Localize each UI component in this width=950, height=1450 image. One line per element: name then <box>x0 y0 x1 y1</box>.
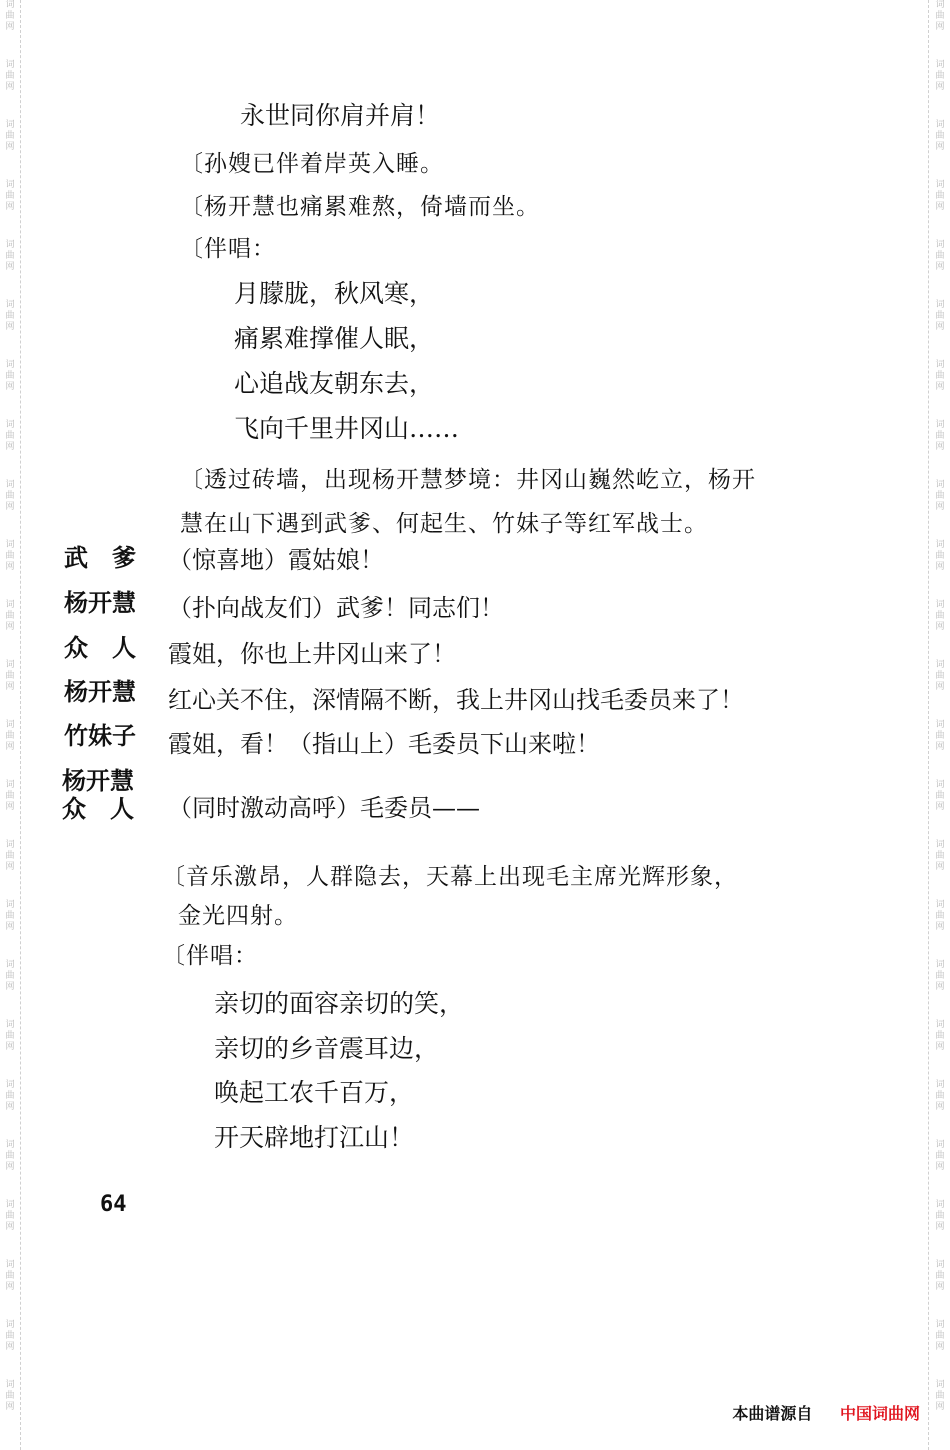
watermark-glyph-group: 词 曲 网 <box>5 1380 15 1412</box>
watermark-glyph-group: 词 曲 网 <box>5 720 15 752</box>
dialogue-line: （扑向战友们）武爹！同志们！ <box>168 594 504 622</box>
watermark-glyph-group: 词 曲 网 <box>935 420 945 452</box>
watermark-glyph-group: 词 曲 网 <box>935 840 945 872</box>
watermark-glyph-group: 词 曲 网 <box>935 1080 945 1112</box>
speaker-name: 武 爹 <box>64 544 136 572</box>
watermark-glyph-group: 词 曲 网 <box>5 540 15 572</box>
stage-direction: 〔孙嫂已伴着岸英入睡。 <box>180 151 444 177</box>
speaker-name: 杨开慧 <box>62 767 134 795</box>
source-label: 本曲谱源自 <box>732 1404 813 1423</box>
watermark-left <box>2 0 18 1440</box>
verse-line: 心追战友朝东去， <box>234 369 435 398</box>
stage-direction: 〔透过砖墙，出现杨开慧梦境：井冈山巍然屹立，杨开 <box>180 467 756 493</box>
page-number: 64 <box>100 1192 127 1217</box>
watermark-glyph-group: 词 曲 网 <box>935 300 945 332</box>
verse-line: 飞向千里井冈山…… <box>234 414 460 443</box>
stage-direction: 〔伴唱： <box>180 236 276 262</box>
watermark-glyph-group: 词 曲 网 <box>935 480 945 512</box>
left-margin-border <box>20 0 21 1450</box>
verse-line: 唤起工农千百万， <box>214 1078 415 1107</box>
watermark-glyph-group: 词 曲 网 <box>5 780 15 812</box>
watermark-glyph-group: 词 曲 网 <box>5 300 15 332</box>
verse-line: 永世同你肩并肩！ <box>240 101 441 130</box>
watermark-glyph-group: 词 曲 网 <box>935 1380 945 1412</box>
watermark-glyph-group: 词 曲 网 <box>5 1320 15 1352</box>
stage-direction: 金光四射。 <box>178 903 298 929</box>
watermark-glyph-group: 词 曲 网 <box>935 960 945 992</box>
watermark-glyph-group: 词 曲 网 <box>5 120 15 152</box>
watermark-glyph-group: 词 曲 网 <box>935 1020 945 1052</box>
dialogue-line: 霞姐，看！（指山上）毛委员下山来啦！ <box>168 730 600 758</box>
dialogue-line: 霞姐，你也上井冈山来了！ <box>168 640 456 668</box>
watermark-glyph-group: 词 曲 网 <box>935 1200 945 1232</box>
watermark-glyph-group: 词 曲 网 <box>5 1020 15 1052</box>
site-link[interactable]: 中国词曲网 <box>839 1404 920 1423</box>
speaker-name: 众 人 <box>62 795 134 823</box>
watermark-glyph-group: 词 曲 网 <box>5 1080 15 1112</box>
right-margin-border <box>928 0 929 1450</box>
dialogue-line: （惊喜地）霞姑娘！ <box>168 546 384 574</box>
watermark-glyph-group: 词 曲 网 <box>5 960 15 992</box>
watermark-glyph-group: 词 曲 网 <box>935 360 945 392</box>
speaker-name: 杨开慧 <box>64 589 136 617</box>
watermark-glyph-group: 词 曲 网 <box>5 900 15 932</box>
speaker-name: 杨开慧 <box>64 678 136 706</box>
watermark-glyph-group: 词 曲 网 <box>935 120 945 152</box>
stage-direction: 〔音乐激昂，人群隐去，天幕上出现毛主席光辉形象， <box>162 864 738 890</box>
dialogue-line: 红心关不住，深情隔不断，我上井冈山找毛委员来了！ <box>168 686 744 714</box>
watermark-glyph-group: 词 曲 网 <box>5 1200 15 1232</box>
verse-line: 亲切的乡音震耳边， <box>214 1034 440 1063</box>
watermark-glyph-group: 词 曲 网 <box>5 180 15 212</box>
watermark-glyph-group: 词 曲 网 <box>5 600 15 632</box>
source-footer <box>732 1401 920 1424</box>
watermark-glyph-group: 词 曲 网 <box>5 0 15 32</box>
speaker-name: 竹妹子 <box>64 722 136 750</box>
watermark-glyph-group: 词 曲 网 <box>5 480 15 512</box>
watermark-glyph-group: 词 曲 网 <box>935 660 945 692</box>
verse-line: 月朦胧，秋风寒， <box>234 279 435 308</box>
watermark-glyph-group: 词 曲 网 <box>935 0 945 32</box>
speaker-name: 众 人 <box>64 634 136 662</box>
watermark-glyph-group: 词 曲 网 <box>935 1320 945 1352</box>
watermark-glyph-group: 词 曲 网 <box>5 660 15 692</box>
stage-direction: 〔伴唱： <box>162 943 258 969</box>
watermark-glyph-group: 词 曲 网 <box>935 180 945 212</box>
verse-line: 亲切的面容亲切的笑， <box>214 989 465 1018</box>
watermark-glyph-group: 词 曲 网 <box>935 540 945 572</box>
watermark-glyph-group: 词 曲 网 <box>935 600 945 632</box>
watermark-glyph-group: 词 曲 网 <box>5 1140 15 1172</box>
watermark-glyph-group: 词 曲 网 <box>5 1260 15 1292</box>
stage-direction: 〔杨开慧也痛累难熬，倚墙而坐。 <box>180 194 540 220</box>
watermark-glyph-group: 词 曲 网 <box>935 60 945 92</box>
watermark-right <box>932 0 948 1440</box>
watermark-glyph-group: 词 曲 网 <box>5 360 15 392</box>
watermark-glyph-group: 词 曲 网 <box>5 420 15 452</box>
watermark-glyph-group: 词 曲 网 <box>5 840 15 872</box>
watermark-glyph-group: 词 曲 网 <box>5 60 15 92</box>
watermark-glyph-group: 词 曲 网 <box>5 240 15 272</box>
watermark-glyph-group: 词 曲 网 <box>935 1140 945 1172</box>
verse-line: 开天辟地打江山！ <box>214 1123 415 1152</box>
watermark-glyph-group: 词 曲 网 <box>935 720 945 752</box>
watermark-glyph-group: 词 曲 网 <box>935 780 945 812</box>
watermark-glyph-group: 词 曲 网 <box>935 1260 945 1292</box>
stage-direction: 慧在山下遇到武爹、何起生、竹妹子等红军战士。 <box>180 511 708 537</box>
verse-line: 痛累难撑催人眠， <box>234 324 435 353</box>
watermark-glyph-group: 词 曲 网 <box>935 900 945 932</box>
dialogue-line: （同时激动高呼）毛委员—— <box>168 794 480 822</box>
watermark-glyph-group: 词 曲 网 <box>935 240 945 272</box>
